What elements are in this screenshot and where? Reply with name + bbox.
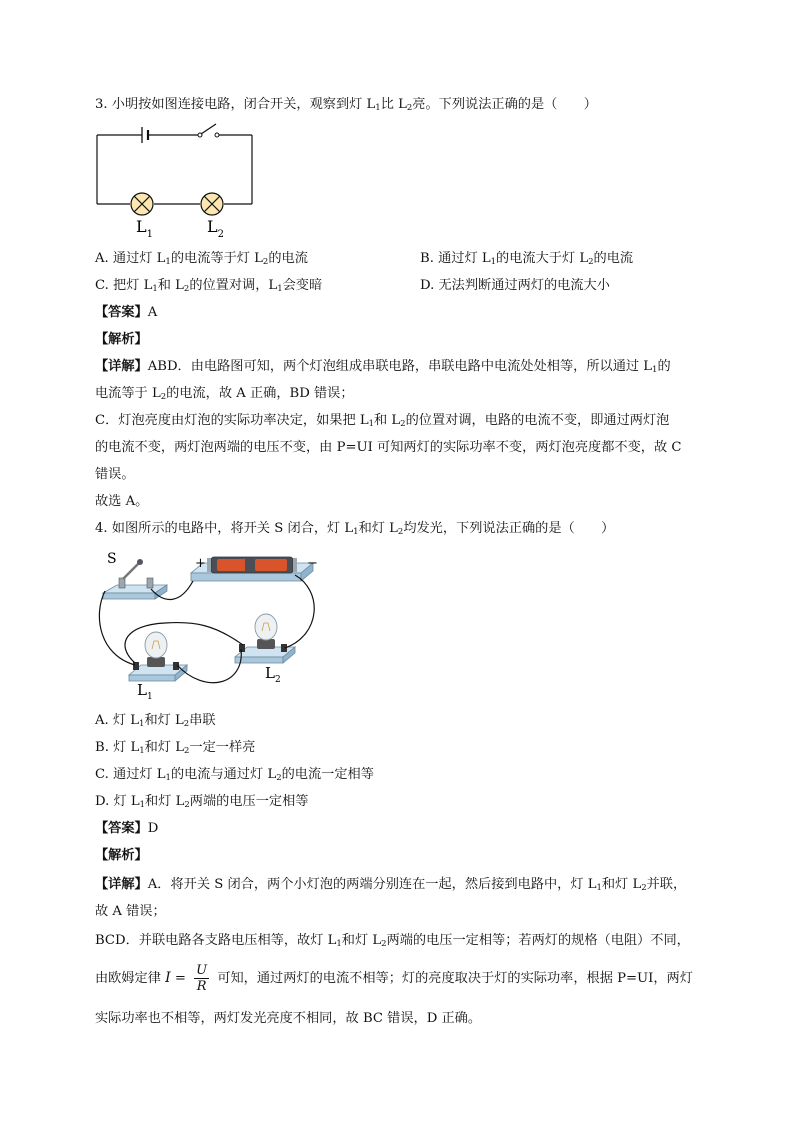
q4-stem: 4. 如图所示的电路中，将开关 S 闭合，灯 $L_1$和灯 $L_2$均发光，下列说法正确的是（ ）: [95, 521, 615, 537]
q4-label-s: S: [107, 551, 117, 567]
switch-lever: [201, 124, 216, 134]
q3-answer: 【答案】A: [95, 305, 158, 320]
q3-option-d: D. 无法判断通过两灯的电流大小: [420, 278, 610, 293]
q4-detail-line-2: 故 A 错误；: [95, 904, 166, 919]
q4-detail-line-4: 由欧姆定律 I = $\frac{U}{R}$ 可知，通过两灯的电流不相等；灯的亮度取决于灯的实际功率，根据 P=UI，两灯: [95, 963, 693, 994]
q3-detail-line-3: C．灯泡亮度由灯泡的实际功率决定，如果把 $L_1$和 $L_2$的位置对调，电路的电流不变，即通过两灯泡: [95, 413, 670, 429]
q4-detail-line-3: BCD．并联电路各支路电压相等，故灯 $L_1$和灯 $L_2$两端的电压一定相等；若两灯的规格（电阻）不同，: [95, 933, 690, 949]
q3-detail-line-2: 电流等于 $L_2$的电流，故 A 正确，BD 错误；: [95, 386, 354, 402]
q4-circuit-illustration: [95, 545, 335, 705]
q3-detail-line-4: 的电流不变，两灯泡两端的电压不变，由 P=UI 可知两灯的实际功率不变，两灯泡亮度都不变，故 C: [95, 440, 682, 455]
q4-minus: −: [307, 556, 318, 571]
q3-stem: 3. 小明按如图连接电路，闭合开关，观察到灯 $L_1$比 $L_2$亮。下列说法正确的是（ ）: [95, 97, 597, 113]
q3-detail-line-1: 【详解】ABD．由电路图可知，两个灯泡组成串联电路，串联电路中电流处处相等，所以通过 $L_1$的: [95, 359, 671, 375]
q3-detail-line-5: 错误。: [95, 467, 135, 482]
q4-label-l2: $L_2$: [265, 664, 281, 685]
q3-circuit-diagram: [90, 118, 270, 246]
q4-option-b: B. 灯 $L_1$和灯 $L_2$一定一样亮: [95, 740, 256, 756]
lamp-l1-holder-icon: [129, 632, 187, 681]
ohms-law-fraction: $\frac{U}{R}$: [196, 963, 208, 994]
q3-analysis-heading: 【解析】: [95, 332, 148, 347]
q4-answer: 【答案】D: [95, 821, 159, 836]
q3-option-a: A. 通过灯 $L_1$的电流等于灯 $L_2$的电流: [95, 251, 308, 267]
formula-lhs: I: [165, 970, 171, 986]
battery-icon: [191, 557, 313, 581]
lamp-l2-holder-icon: [235, 614, 295, 663]
q4-analysis-heading: 【解析】: [95, 848, 148, 863]
q4-detail-line-5: 实际功率也不相等，两灯发光亮度不相同，故 BC 错误，D 正确。: [95, 1011, 482, 1026]
lamp-l1-icon: [131, 193, 153, 215]
lamp-l2-icon: [201, 193, 223, 215]
q4-option-c: C. 通过灯 $L_1$的电流与通过灯 $L_2$的电流一定相等: [95, 767, 374, 783]
q3-label-l1: $L_1$: [136, 217, 153, 240]
q3-conclusion: 故选 A。: [95, 494, 149, 509]
formula-eq: =: [174, 971, 186, 986]
q4-option-d: D. 灯 $L_1$和灯 $L_2$两端的电压一定相等: [95, 794, 309, 810]
q4-label-l1: $L_1$: [137, 681, 153, 702]
q4-plus: +: [195, 556, 206, 571]
q3-option-b: B. 通过灯 $L_1$的电流大于灯 $L_2$的电流: [420, 251, 634, 267]
q4-detail-line-1: 【详解】A．将开关 S 闭合，两个小灯泡的两端分别连在一起，然后接到电路中，灯 $L_1$和灯 $L_2$并联，: [95, 877, 687, 893]
q4-option-a: A. 灯 $L_1$和灯 $L_2$串联: [95, 713, 216, 729]
q3-option-c: C. 把灯 $L_1$和 $L_2$的位置对调，$L_1$会变暗: [95, 278, 323, 294]
q3-label-l2: $L_2$: [207, 217, 224, 240]
